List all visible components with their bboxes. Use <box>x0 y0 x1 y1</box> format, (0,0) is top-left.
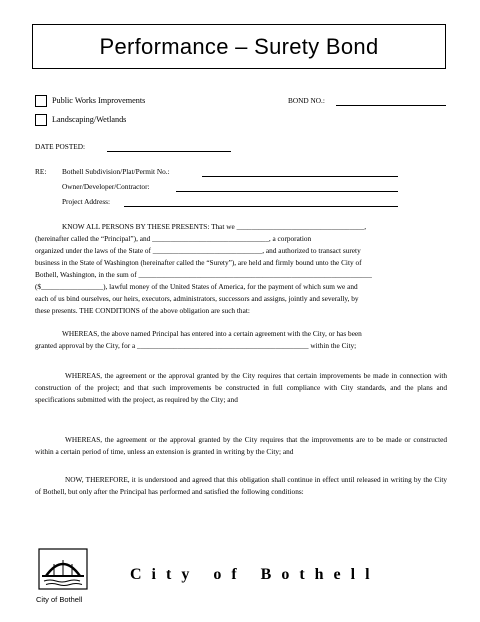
paragraph-1-line-3: organized under the laws of the State of ______________________________, and authorized to transact surety <box>35 246 361 255</box>
paragraph-1-line-7: each of us bind ourselves, our heirs, executors, administrators, successors and assigns, jointly and severally, by <box>35 294 359 303</box>
paragraph-1-line-1: KNOW ALL PERSONS BY THESE PRESENTS: That we ___________________________________, <box>62 222 367 231</box>
re-label: RE: <box>35 167 47 176</box>
city-logo <box>36 546 92 606</box>
page-title: Performance – Surety Bond <box>99 33 379 59</box>
paragraph-3: WHEREAS, the agreement or the approval granted by the City requires that certain improvements be made in connection with construction of the project; and that such improvements be constructed in full compliance with City standards, and the plans and specifications submitted with the project, as required by the City; and <box>35 371 447 405</box>
re-permit-label: Bothell Subdivision/Plat/Permit No.: <box>62 167 170 176</box>
landscaping-checkbox[interactable] <box>35 114 47 126</box>
re-address-label: Project Address: <box>62 197 111 206</box>
logo-caption: City of Bothell <box>36 595 83 604</box>
date-posted-field[interactable] <box>107 151 231 152</box>
paragraph-2-line-2: granted approval by the City, for a _______________________________________________ within the City; <box>35 341 357 350</box>
public-works-label: Public Works Improvements <box>52 96 146 105</box>
title-box <box>32 24 446 69</box>
footer-city-name: City of Bothell <box>130 566 380 583</box>
paragraph-1-line-5: Bothell, Washington, in the sum of ________________________________________________________________ <box>35 270 372 279</box>
landscaping-label: Landscaping/Wetlands <box>52 115 127 124</box>
bridge-logo-icon <box>36 546 92 592</box>
paragraph-1-line-2: (hereinafter called the “Principal”), and ________________________________, a corporation <box>35 234 312 243</box>
bond-no-field[interactable] <box>336 105 446 106</box>
date-posted-label: DATE POSTED: <box>35 142 86 151</box>
re-owner-label: Owner/Developer/Contractor: <box>62 182 150 191</box>
public-works-checkbox[interactable] <box>35 95 47 107</box>
paragraph-1-line-4: business in the State of Washington (hereinafter called the “Surety”), are held and firmly bound unto the City of <box>35 258 362 267</box>
paragraph-2-line-1: WHEREAS, the above named Principal has entered into a certain agreement with the City, or has been <box>62 329 362 338</box>
paragraph-1-line-6: ($_________________), lawful money of the United States of America, for the payment of which sum we and <box>35 282 358 291</box>
re-permit-field[interactable] <box>202 176 398 177</box>
re-owner-field[interactable] <box>176 191 398 192</box>
re-address-field[interactable] <box>124 206 398 207</box>
bond-no-label: BOND NO.: <box>288 96 325 105</box>
paragraph-5: NOW, THEREFORE, it is understood and agreed that this obligation shall continue in effect until released in writing by the City of Bothell, but only after the Principal has performed and satisfied the following conditions: <box>35 475 447 497</box>
paragraph-4: WHEREAS, the agreement or the approval granted by the City requires that the improvements are to be made or constructed within a certain period of time, unless an extension is granted in writing by the City; and <box>35 435 447 457</box>
paragraph-1-line-8: these presents. THE CONDITIONS of the above obligation are such that: <box>35 306 250 315</box>
